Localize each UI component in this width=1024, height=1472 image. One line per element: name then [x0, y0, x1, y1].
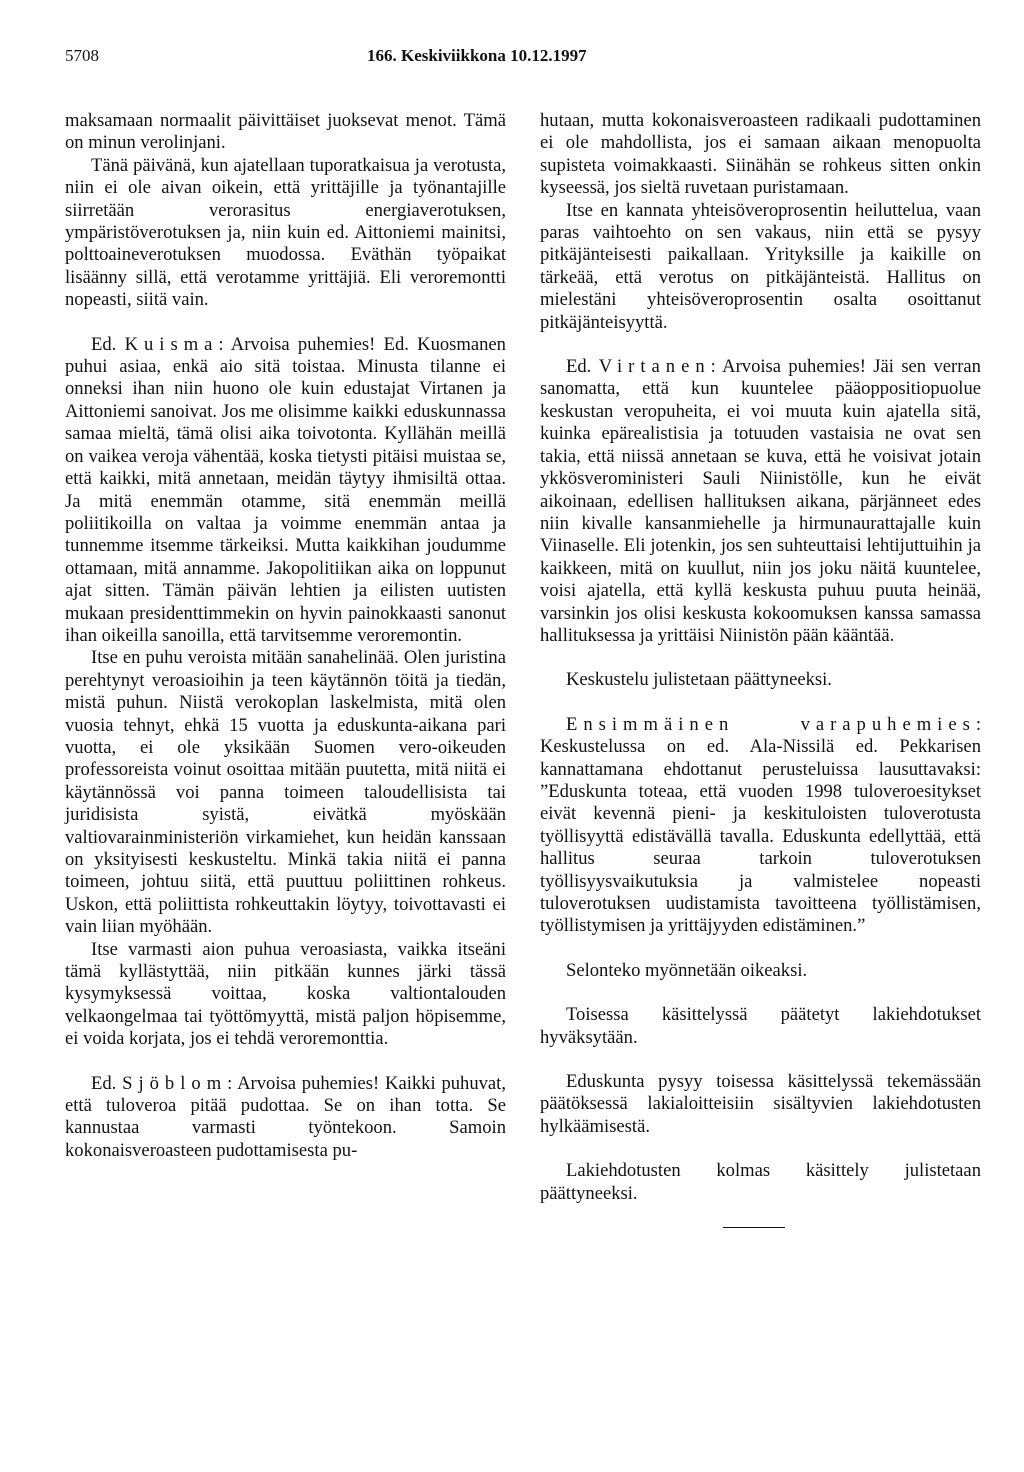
speech-paragraph — [65, 334, 506, 648]
paragraph: Selonteko myönnetään oikeaksi. — [566, 959, 808, 981]
paragraph: Keskustelu julistetaan päättyneeksi. — [566, 669, 832, 691]
speech-paragraph — [540, 356, 981, 647]
speaker-name: Kuisma — [124, 333, 219, 355]
section-end-rule — [723, 1227, 785, 1228]
speech-text: : Arvoisa puhemies! Kaikki puhuvat, että tuloveroa pitää pudottaa. Se on ihan totta. Se kannustaa varmasti työntekoon. Samoin kokonaisveroasteen pudottamisesta pu- — [65, 1072, 506, 1161]
page-header — [65, 46, 960, 70]
paragraph: Eduskunta pysyy toisessa käsittelyssä tekemässään päätöksessä lakialoitteisiin sisältyvien lakiehdotusten hylkäämisestä. — [540, 1071, 981, 1137]
speaker-prefix: Ed. — [91, 333, 117, 355]
paragraph: Itse en kannata yhteisöveroprosentin heiluttelua, vaan paras vaihtoehto on sen vakaus, niin että se pysyy pitkäjänteisesti paikallaan. Yrityksille ja kaikille on tärkeää, että verotus on pitkäjänteistä. Hallitus on mielestäni yhteisöveroprosentin osalta osoittanut pitkäjänteisyyttä. — [540, 199, 981, 333]
page-number: 5708 — [65, 46, 99, 65]
paragraph: maksamaan normaalit päivittäiset juoksevat menot. Tämä on minun verolinjani. — [65, 110, 506, 154]
speech-paragraph — [65, 1073, 506, 1163]
paragraph: Toisessa käsittelyssä päätetyt lakiehdotukset hyväksytään. — [540, 1004, 981, 1048]
speaker-prefix: Ed. — [91, 1072, 117, 1094]
speaker-name: Virtanen — [598, 356, 711, 378]
right-column — [540, 110, 981, 1228]
speech-paragraph — [540, 714, 981, 938]
speaker-prefix: Ed. — [566, 356, 592, 378]
running-head: 166. Keskiviikkona 10.12.1997 — [367, 46, 587, 65]
paragraph: Tänä päivänä, kun ajatellaan tuporatkaisua ja verotusta, niin ei ole aivan oikein, että yrittäjille ja työnantajille siirretään verorasitus energiaverotuksen, ympäristöverotuksen ja, niin kuin ed. Aittoniemi mainitsi, polttoaineverotuksen muodossa. Eväthän työpaikat lisäänny sillä, että verotamme yrittäjiä. Eli veroremontti nopeasti, siitä vain. — [65, 154, 506, 311]
speech-text: : Arvoisa puhemies! Jäi sen verran sanomatta, että kun kuuntelee pääoppositiopuolue keskustan veropuheita, ei voi muuta kuin ajatella sitä, kuinka epärealistisia ja totuuden vastaisia ne ovat sen takia, että niissä annetaan se kuva, että he voisivat jotain ykkösverоministeri Sauli Niinistölle, kun he eivät aikoinaan, edellisen hallituksen aikana, pärjänneet edes niin kivalle kansanmiehelle ja hirmunaurattajalle kuin Viinaselle. Eli jotenkin, jos sen suhteuttaisi lehtijuttuihin ja kaikkeen, mitä on kuullut, niin jos joku näitä kuuntelee, voisi ajatella, että kyllä keskusta puhuu puuta heinää, varsinkin jos olisi keskusta kokoomuksen kanssa samassa hallituksessa ja yrittäisi Niinistön pään kääntää. — [540, 356, 981, 646]
paragraph: Itse varmasti aion puhua veroasiasta, vaikka itseäni tämä kyllästyttää, niin pitkään kunnes järki tässä kysymyksessä voittaa, koska valtiontalouden velkaongelmaa tai työttömyyttä, mistä paljon höpisemme, ei voida korjata, jos ei tehdä veroremonttia. — [65, 938, 506, 1050]
paragraph: Itse en puhu veroista mitään sanahelinää. Olen juristina perehtynyt veroasioihin ja teen käytännön töitä ja tiedän, mistä puhun. Niistä verokoplan laskelmista, mitä olen vuosia tehnyt, ehkä 15 vuotta ja eduskunta-aikana pari vuotta, ei ole yksikään Suomen vero-oikeuden professoreista voinut osoittaa mitään puutetta, mitä niitä ei käytännössä voi panna toimeen taloudellisista tai juridisista syistä, eivätkä myöskään valtiovarainministeriön virkamiehet, kun heidän kanssaan on yksityisesti keskusteltu. Minkä takia niitä ei panna toimeen, johtuu siitä, että puuttuu poliittinen rohkeus. Uskon, että poliittista rohkeuttakin löytyy, toivottavasti ei vain liian myöhään. — [65, 647, 506, 938]
speech-text: : Arvoisa puhemies! Ed. Kuosmanen puhui asiaa, enkä aio sitä toistaa. Minusta tilanne ei onneksi ihan niin huono ole kuin edustajat Virtanen ja Aittoniemi sanoivat. Jos me olisimme kaikki eduskunnassa samaa mieltä, tämä olisi aika toivotonta. Kyllähän meillä on vaikea veroja vähentää, koska tietysti pitäisi muistaa se, että kaikki, mitä annetaan, meidän täytyy ihmisiltä ottaa. Ja mitä enemmän otamme, sitä enemmän meillä poliitikoilla on valtaa ja voimme enemmän antaa ja tunnemme itsemme tärkeiksi. Mutta kaikkihan joudumme ottamaan, mitä annamme. Jakopolitiikan aika on loppunut ajat sitten. Tämän päivän lehtien ja eilisten uutisten mukaan presidenttimmekin on hyvin painokkaasti sanonut ihan oikeilla sanoilla, että tarvitsemme veroremontin. — [65, 333, 506, 646]
speaker-name: Ensimmäinen varapuhemies — [566, 713, 976, 735]
paragraph: hutaan, mutta kokonaisveroasteen radikaali pudottaminen ei ole mahdollista, jos ei samaan aikaan menopuolta supisteta voimakkaasti. Siinähän se rohkeus sitten onkin kyseessä, jos sieltä ruvetaan puristamaan. — [540, 110, 981, 199]
speech-text: : Keskustelussa on ed. Ala-Nissilä ed. Pekkarisen kannattamana ehdottanut perusteluissa lausuttavaksi: ”Eduskunta toteaa, että vuoden 1998 tuloveroesitykset eivät kevennä pieni- ja keskituloisten tuloverotusta työllisyyttä edistävällä tavalla. Eduskunta edellyttää, että hallitus seuraa tarkoin tuloverotuksen työllisyysvaikutuksia ja valmistelee nopeasti tuloverotuksen uudistamista tavoitteena työllistämisen, työllistymisen ja yrittäjyyden edistäminen.” — [540, 713, 981, 937]
speaker-name: Sjöblom — [122, 1072, 228, 1094]
paragraph: Lakiehdotusten kolmas käsittely julistetaan päättyneeksi. — [540, 1160, 981, 1204]
left-column — [65, 110, 506, 1162]
